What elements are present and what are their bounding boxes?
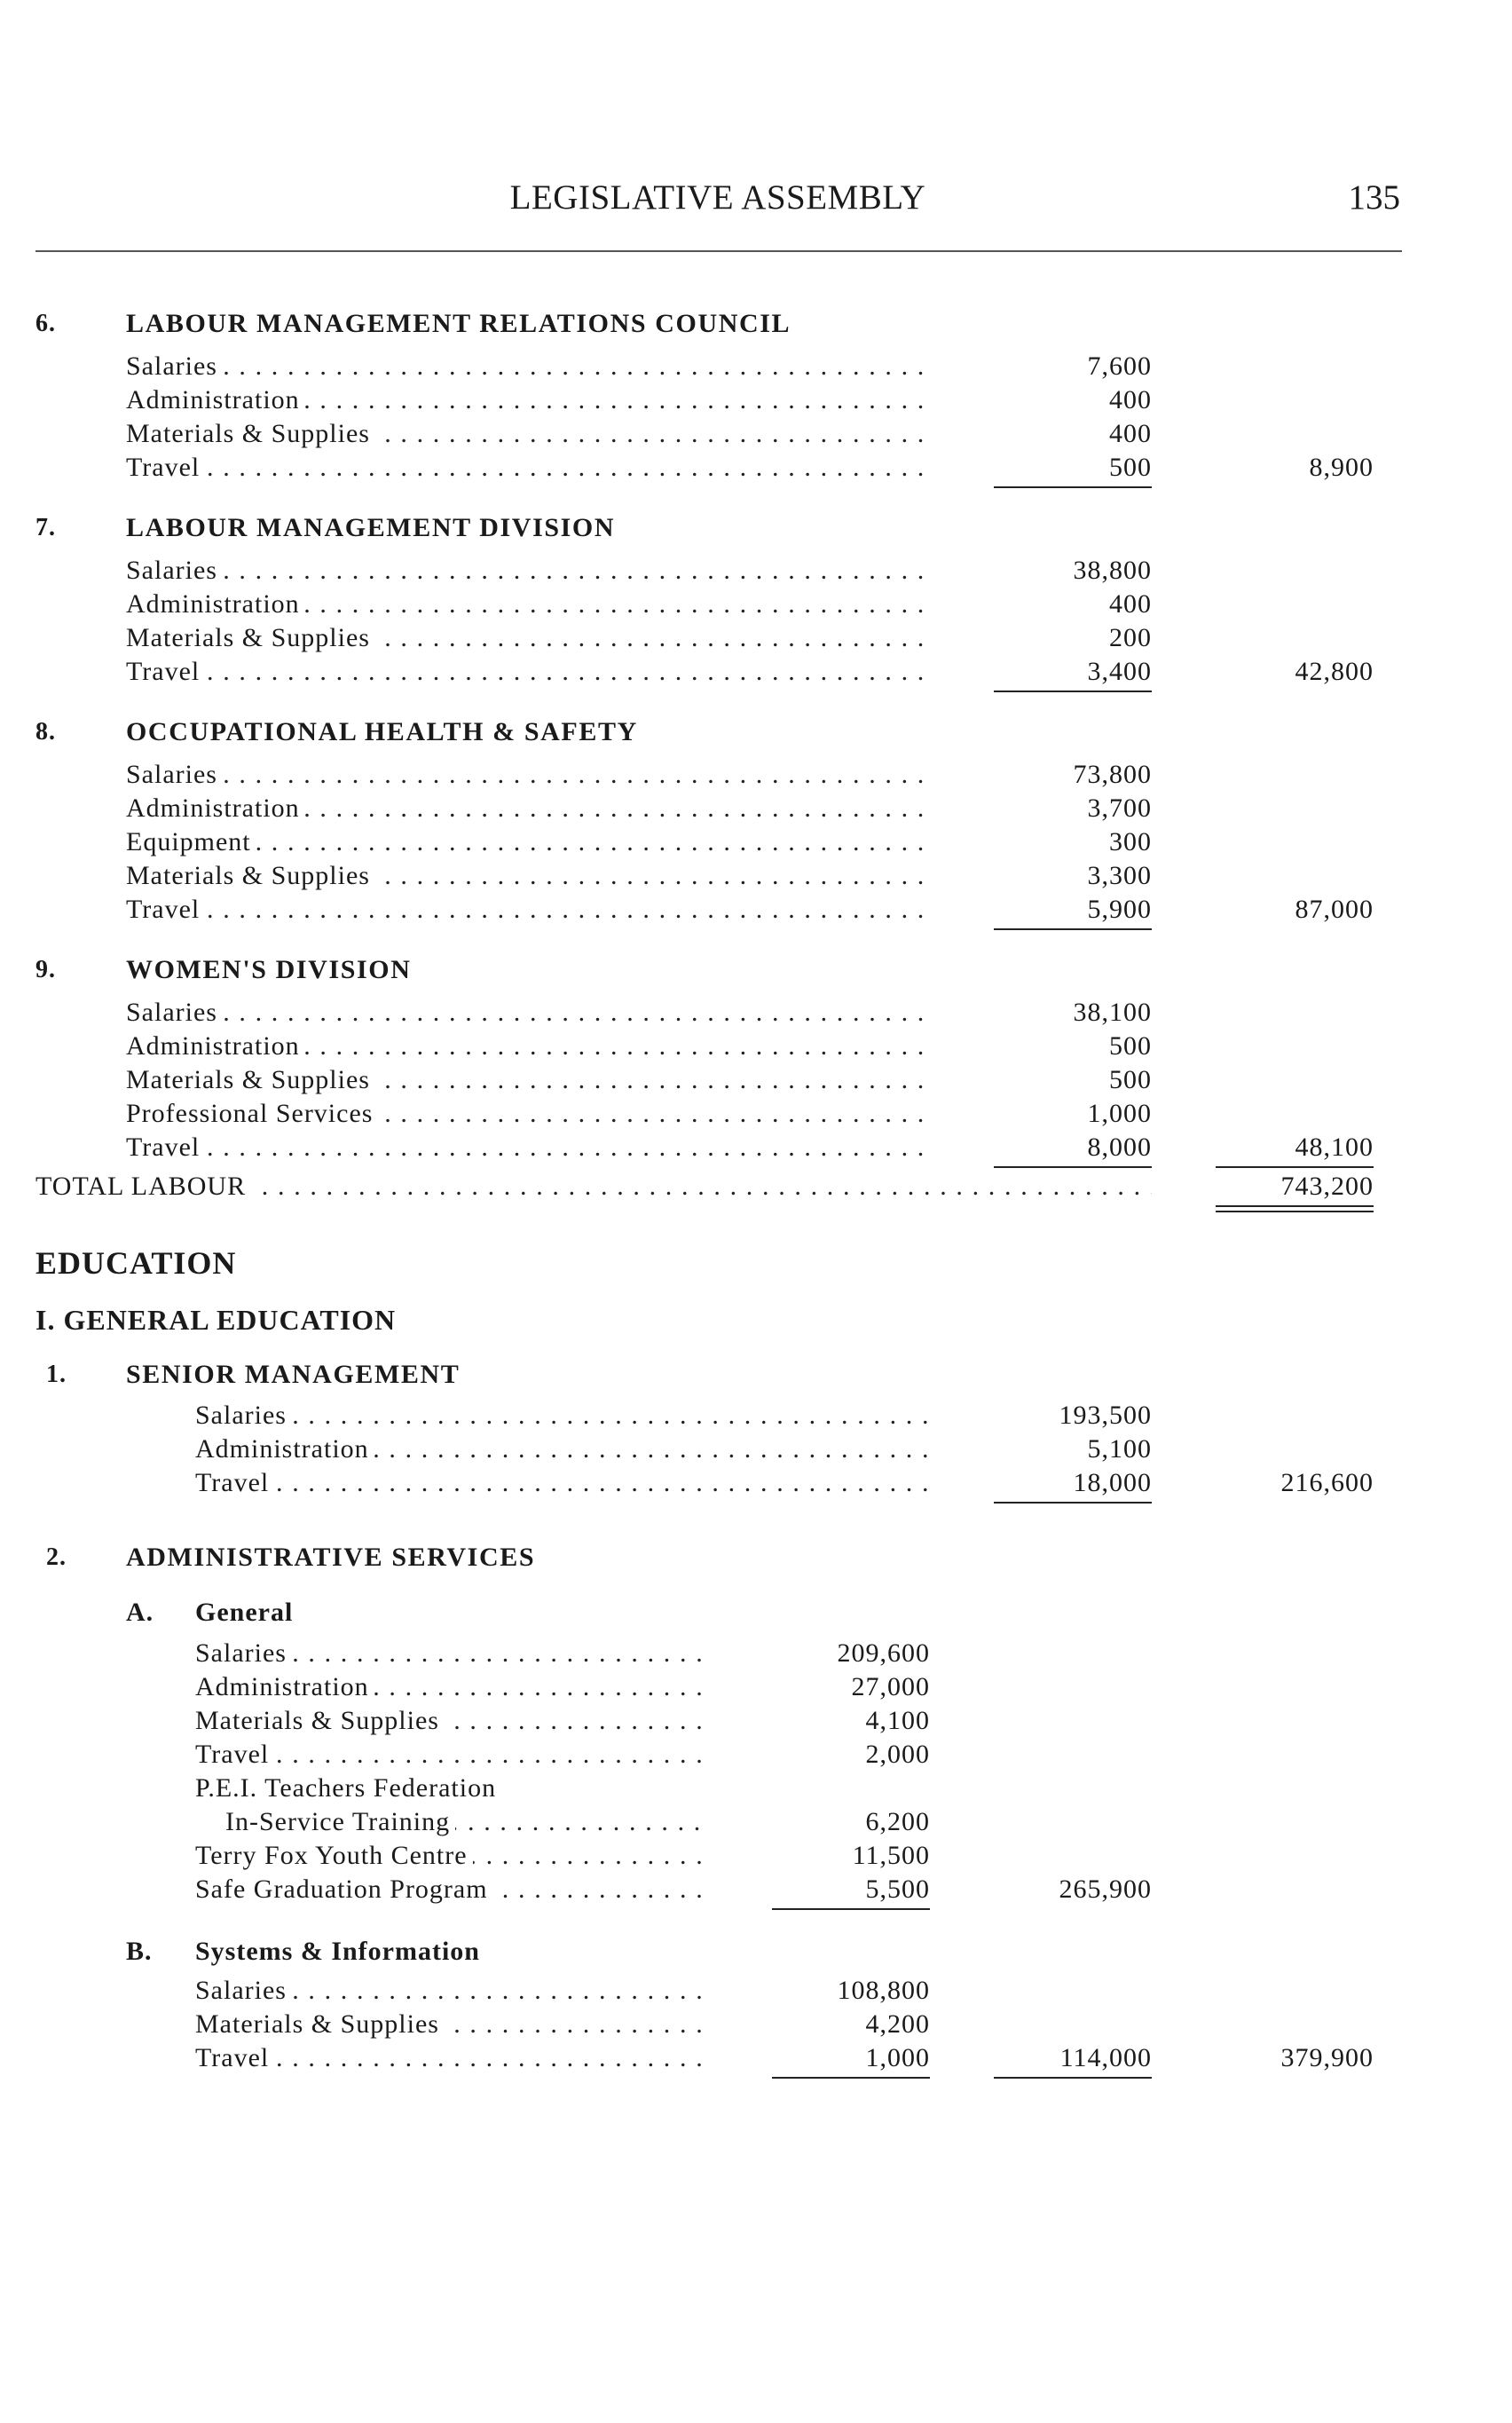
underline [772,2077,930,2079]
underline [994,691,1152,692]
item-label: Travel . . . [126,1131,930,1164]
line-item [0,1637,1512,1670]
section-number: 2. [46,1543,67,1571]
item-label: Travel . . . [126,655,930,689]
item-label: Travel . . . [195,1738,708,1772]
item-label: Travel . . . [126,893,930,927]
item-amount: 500 [1109,1031,1152,1061]
section-heading-row [0,511,1512,545]
section-total: 379,900 [1280,2043,1374,2072]
item-label: Salaries . . . [195,1637,708,1670]
item-amount: 3,400 [1087,657,1152,686]
line-item [0,2041,1512,2075]
line-item [0,1063,1512,1097]
item-label: P.E.I. Teachers Federation [195,1772,708,1805]
section-heading-row [0,307,1512,341]
item-label: Salaries . . . [195,1974,708,2008]
education-heading-row [0,1246,1512,1280]
double-underline [1216,1205,1374,1212]
item-label: Salaries . . . [126,758,930,792]
section-heading-row [0,953,1512,987]
page-header-title: LEGISLATIVE ASSEMBLY [509,178,926,217]
total-labour-label: TOTAL LABOUR . . . [35,1170,1152,1204]
line-item [0,588,1512,621]
item-amount: 1,000 [865,2043,930,2072]
underline [994,1502,1152,1504]
item-label: Salaries . . . [126,350,930,383]
line-item [0,1805,1512,1839]
line-item [0,996,1512,1030]
section-heading-row [0,715,1512,749]
subsection-total: 114,000 [1059,2043,1152,2072]
section-title: LABOUR MANAGEMENT DIVISION [126,513,616,542]
line-item [0,1839,1512,1873]
item-label: Administration . . . [195,1670,708,1704]
item-amount: 5,900 [1087,895,1152,924]
subsection-title: Systems & Information [195,1937,480,1966]
line-item [0,1030,1512,1063]
line-item [0,1772,1512,1805]
underline [1216,1166,1374,1168]
subsection-letter: B. [126,1937,153,1966]
line-item [0,1873,1512,1906]
line-item [0,554,1512,588]
item-amount: 1,000 [1087,1099,1152,1128]
line-item [0,1738,1512,1772]
line-item [0,1466,1512,1500]
subsection-heading-row [0,1596,1512,1630]
item-label: Materials & Supplies . . . [126,859,930,893]
line-item [0,1670,1512,1704]
item-label: Terry Fox Youth Centre . . . [195,1839,708,1873]
line-item [0,451,1512,485]
page-number: 135 [1348,178,1400,217]
item-amount: 27,000 [851,1672,930,1701]
item-amount: 73,800 [1073,760,1152,789]
item-amount: 6,200 [865,1807,930,1836]
item-amount: 400 [1109,385,1152,414]
line-item [0,655,1512,689]
line-item [0,1097,1512,1131]
section-number: 8. [35,718,56,746]
line-item [0,2008,1512,2041]
line-item [0,383,1512,417]
item-amount: 5,500 [865,1874,930,1904]
item-amount: 18,000 [1073,1468,1152,1497]
item-amount: 200 [1109,623,1152,652]
item-amount: 5,100 [1087,1434,1152,1464]
item-label: Administration . . . [195,1432,930,1466]
line-item [0,792,1512,825]
subsection-total: 265,900 [1059,1874,1152,1904]
section-title: WOMEN'S DIVISION [126,955,412,984]
line-item [0,350,1512,383]
general-education-row [0,1303,1512,1337]
subsection-heading-row [0,1935,1512,1969]
item-label: Materials & Supplies . . . [126,621,930,655]
section-title: OCCUPATIONAL HEALTH & SAFETY [126,717,638,746]
item-label: Materials & Supplies . . . [126,417,930,451]
item-amount: 500 [1109,1065,1152,1094]
section-total: 42,800 [1295,657,1374,686]
subsection-title: General [195,1598,294,1627]
section-number: 9. [35,956,56,983]
line-item [0,1399,1512,1432]
item-label: Administration . . . [126,588,930,621]
item-amount: 4,200 [865,2009,930,2039]
item-amount: 11,500 [852,1841,930,1870]
total-labour-row [0,1170,1512,1204]
item-label: Travel . . . [195,2041,708,2075]
underline [772,1908,930,1910]
item-amount: 38,100 [1073,998,1152,1027]
item-amount: 209,600 [837,1638,930,1668]
general-education-heading: I. GENERAL EDUCATION [35,1304,397,1336]
line-item [0,1704,1512,1738]
header-divider [35,250,1402,252]
line-item [0,1432,1512,1466]
item-label: Materials & Supplies . . . [195,2008,708,2041]
item-amount: 108,800 [837,1976,930,2005]
section-heading-row [0,1358,1512,1392]
underline [994,2077,1152,2079]
item-label: Travel . . . [195,1466,930,1500]
section-heading-row [0,1541,1512,1575]
section-total: 48,100 [1295,1133,1374,1162]
line-item [0,1974,1512,2008]
section-number: 7. [35,514,56,541]
item-label: Materials & Supplies . . . [126,1063,930,1097]
section-total: 8,900 [1309,453,1374,482]
line-item [0,758,1512,792]
item-label: Equipment . . . [126,825,930,859]
section-number: 6. [35,310,56,337]
line-item [0,825,1512,859]
education-heading: EDUCATION [35,1245,237,1281]
item-amount: 8,000 [1087,1133,1152,1162]
underline [994,486,1152,488]
item-label: Salaries . . . [195,1399,930,1432]
section-total: 87,000 [1295,895,1374,924]
item-amount: 2,000 [865,1740,930,1769]
section-title: SENIOR MANAGEMENT [126,1360,461,1389]
line-item [0,859,1512,893]
item-amount: 3,700 [1087,793,1152,823]
line-item [0,621,1512,655]
item-amount: 4,100 [865,1706,930,1735]
item-amount: 7,600 [1087,351,1152,381]
item-amount: 38,800 [1073,556,1152,585]
item-label: Professional Services . . . [126,1097,930,1131]
item-label: Salaries . . . [126,554,930,588]
line-item [0,893,1512,927]
item-label: Salaries . . . [126,996,930,1030]
item-amount: 400 [1109,589,1152,619]
total-labour-amount: 743,200 [1280,1172,1374,1201]
subsection-letter: A. [126,1598,154,1627]
item-amount: 400 [1109,419,1152,448]
item-amount: 3,300 [1087,861,1152,890]
item-label: Administration . . . [126,383,930,417]
item-label: In-Service Training . . . [225,1805,708,1839]
item-label: Administration . . . [126,1030,930,1063]
item-label: Administration . . . [126,792,930,825]
underline [994,1166,1152,1168]
line-item [0,1131,1512,1164]
item-label: Materials & Supplies . . . [195,1704,708,1738]
section-number: 1. [46,1361,67,1388]
item-amount: 193,500 [1059,1401,1152,1430]
section-total: 216,600 [1280,1468,1374,1497]
underline [994,928,1152,930]
section-title: ADMINISTRATIVE SERVICES [126,1543,536,1572]
item-label: Safe Graduation Program . . . [195,1873,708,1906]
item-amount: 500 [1109,453,1152,482]
item-amount: 300 [1109,827,1152,856]
section-title: LABOUR MANAGEMENT RELATIONS COUNCIL [126,309,791,338]
item-label: Travel . . . [126,451,930,485]
line-item [0,417,1512,451]
